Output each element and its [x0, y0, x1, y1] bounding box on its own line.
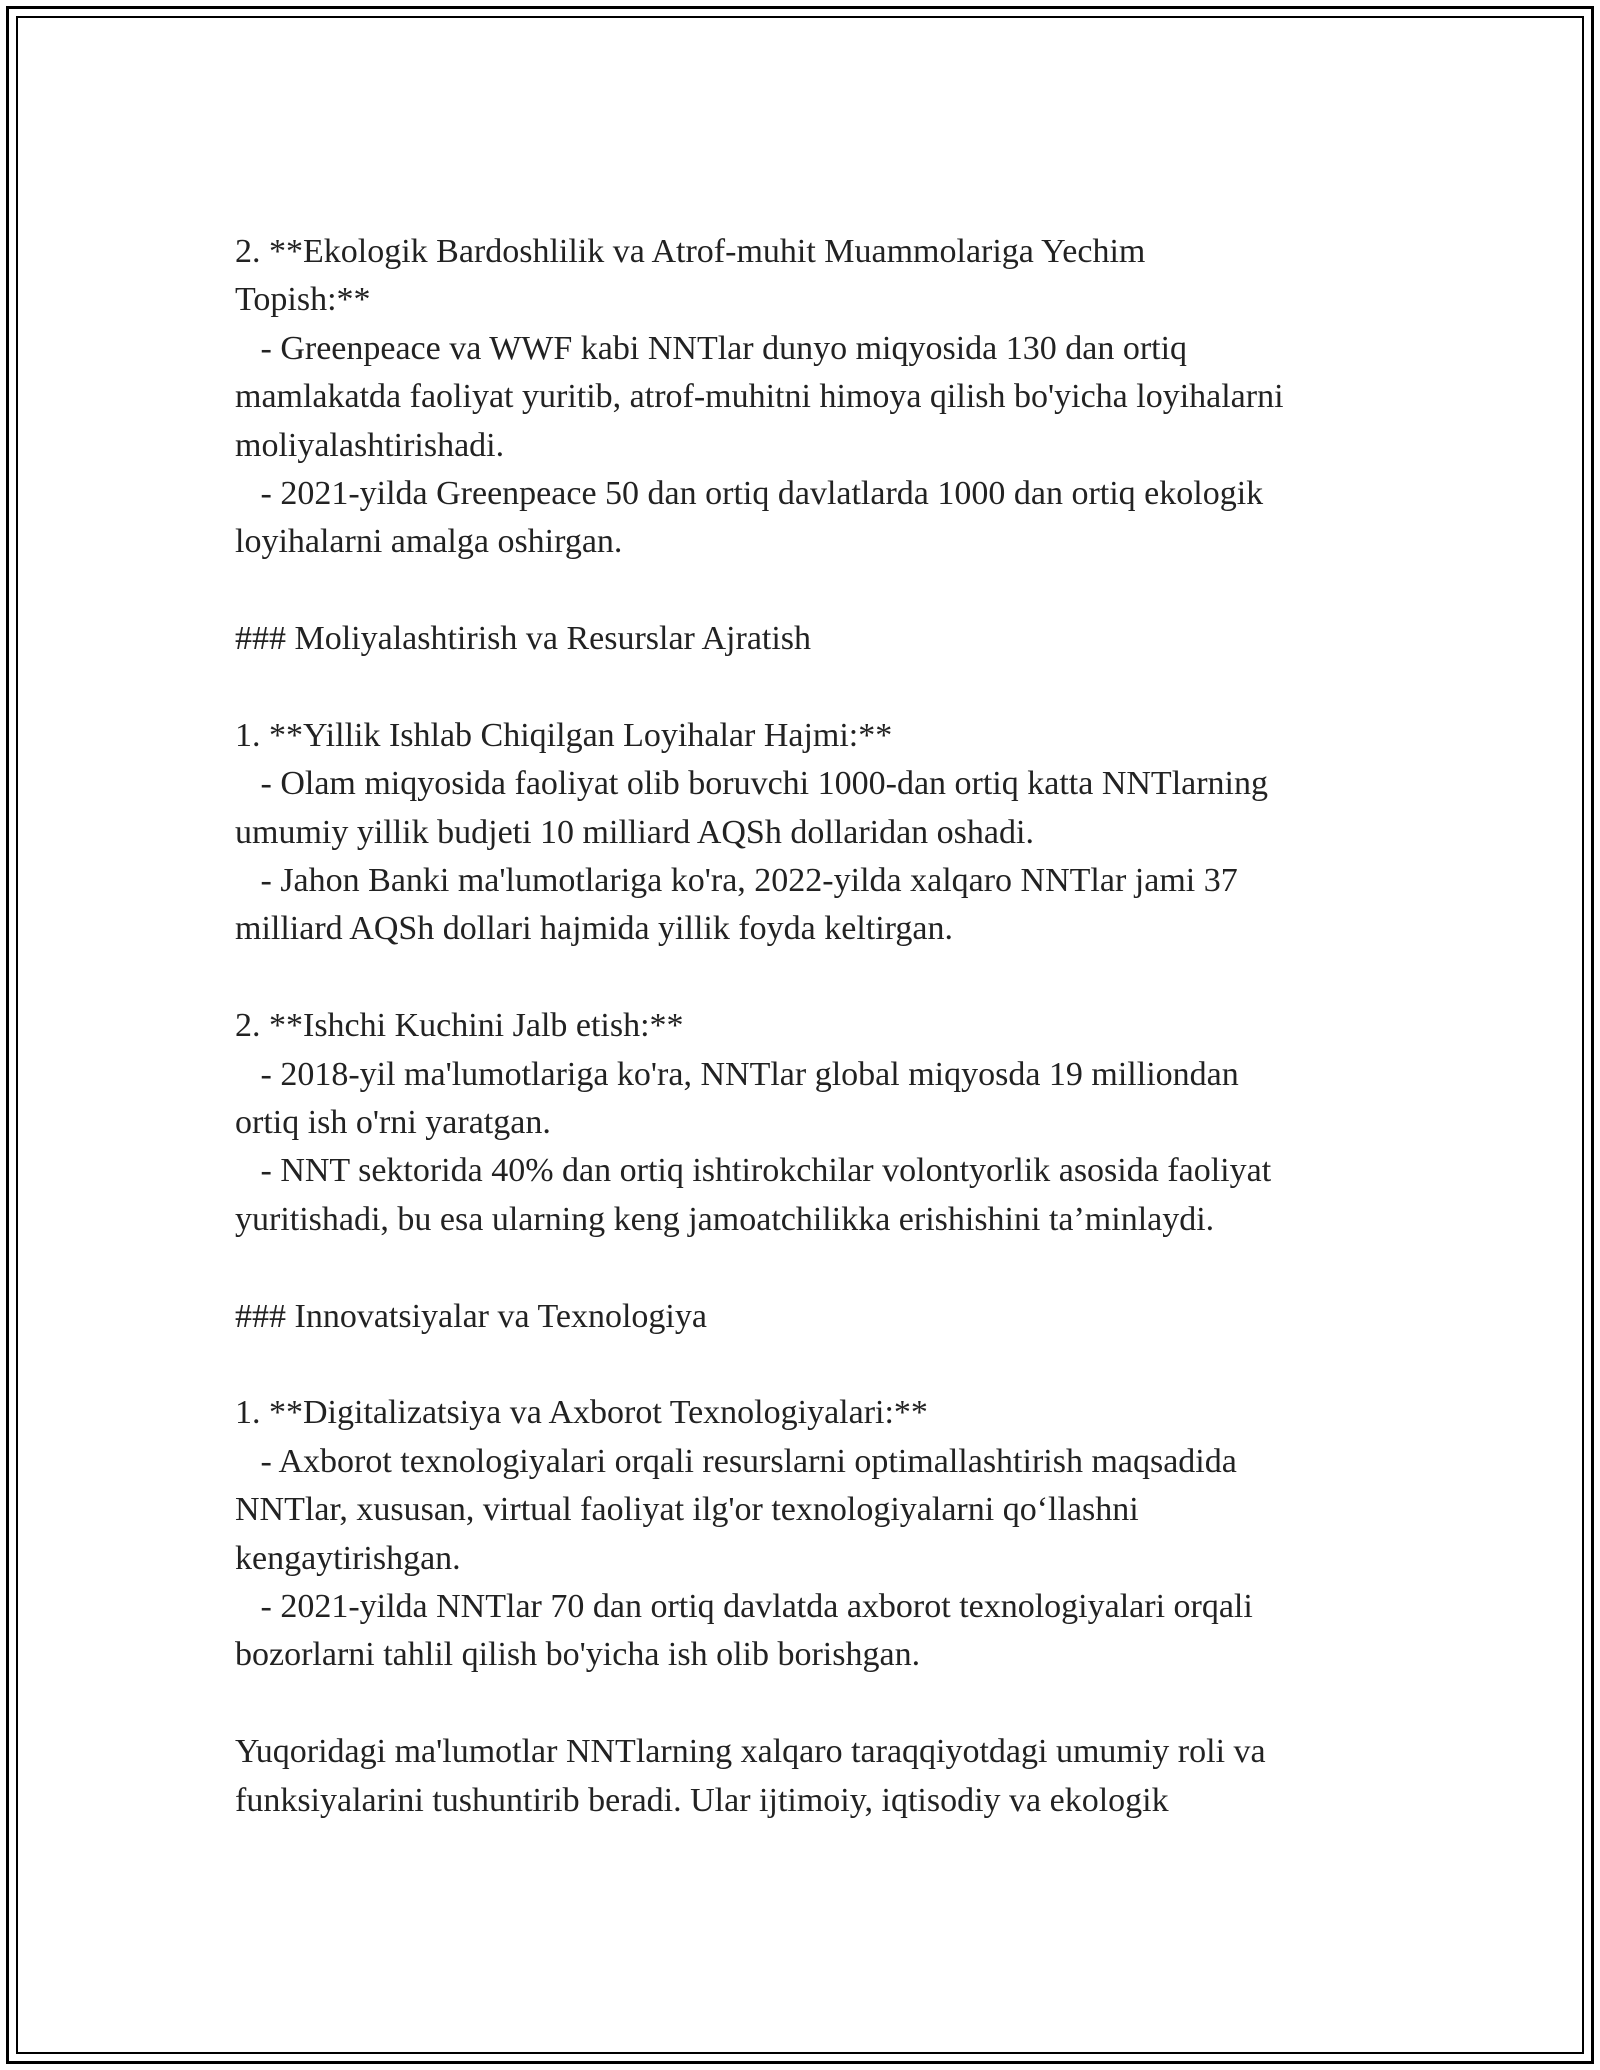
document-body	[235, 228, 1385, 1825]
text-line: - Greenpeace va WWF kabi NNTlar dunyo miqyosida 130 dan ortiq	[235, 329, 1188, 367]
section-heading: ### Innovatsiyalar va Texnologiya	[235, 1297, 707, 1335]
text-line: - Jahon Banki ma'lumotlariga ko'ra, 2022-yilda xalqaro NNTlar jami 37	[235, 862, 1238, 900]
blank-line	[235, 1341, 1385, 1389]
text-line: - NNT sektorida 40% dan ortiq ishtirokchilar volontyorlik asosida faoliyat	[235, 1152, 1272, 1190]
text-line: - 2021-yilda Greenpeace 50 dan ortiq davlatlarda 1000 dan ortiq ekologik	[235, 474, 1264, 512]
text-line: yuritishadi, bu esa ularning keng jamoatchilikka erishishini ta’minlaydi.	[235, 1200, 1215, 1238]
text-line: umumiy yillik budjeti 10 milliard AQSh dollaridan oshadi.	[235, 813, 1034, 851]
text-line: 1. **Yillik Ishlab Chiqilgan Loyihalar Hajmi:**	[235, 716, 893, 754]
text-line: moliyalashtirishadi.	[235, 426, 505, 464]
text-line: funksiyalarini tushuntirib beradi. Ular ijtimoiy, iqtisodiy va ekologik	[235, 1781, 1169, 1819]
blank-line	[235, 1680, 1385, 1728]
text-line: 2. **Ishchi Kuchini Jalb etish:**	[235, 1007, 684, 1045]
text-line: 1. **Digitalizatsiya va Axborot Texnologiyalari:**	[235, 1394, 928, 1432]
blank-line	[235, 664, 1385, 712]
text-line: - 2018-yil ma'lumotlariga ko'ra, NNTlar global miqyosda 19 milliondan	[235, 1055, 1239, 1093]
text-line: mamlakatda faoliyat yuritib, atrof-muhitni himoya qilish bo'yicha loyihalarni	[235, 378, 1284, 416]
text-line: Topish:**	[235, 281, 371, 319]
blank-line	[235, 567, 1385, 615]
text-line: - Axborot texnologiyalari orqali resurslarni optimallashtirish maqsadida	[235, 1442, 1237, 1480]
text-line: kengaytirishgan.	[235, 1539, 461, 1577]
blank-line	[235, 954, 1385, 1002]
blank-line	[235, 1244, 1385, 1292]
text-line: bozorlarni tahlil qilish bo'yicha ish olib borishgan.	[235, 1636, 921, 1674]
text-line: - 2021-yilda NNTlar 70 dan ortiq davlatda axborot texnologiyalari orqali	[235, 1587, 1253, 1625]
text-line: Yuqoridagi ma'lumotlar NNTlarning xalqaro taraqqiyotdagi umumiy roli va	[235, 1733, 1266, 1771]
text-line: - Olam miqyosida faoliyat olib boruvchi 1000-dan ortiq katta NNTlarning	[235, 765, 1268, 803]
text-line: milliard AQSh dollari hajmida yillik foyda keltirgan.	[235, 910, 953, 948]
text-line: NNTlar, xususan, virtual faoliyat ilg'or texnologiyalarni qo‘llashni	[235, 1491, 1139, 1529]
text-line: 2. **Ekologik Bardoshlilik va Atrof-muhit Muammolariga Yechim	[235, 233, 1146, 270]
section-heading: ### Moliyalashtirish va Resurslar Ajratish	[235, 620, 812, 658]
text-line: loyihalarni amalga oshirgan.	[235, 523, 623, 561]
text-line: ortiq ish o'rni yaratgan.	[235, 1104, 551, 1142]
